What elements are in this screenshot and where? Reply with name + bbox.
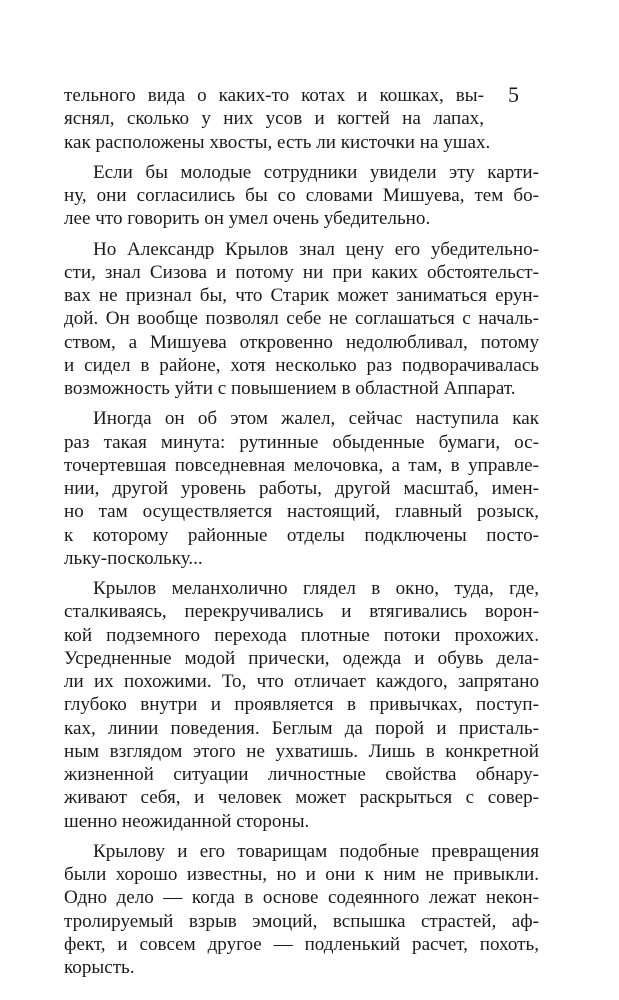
text-line: ках, линии поведения. Беглым да порой и присталь- xyxy=(64,717,539,739)
text-line: ли их похожими. То, что отличает каждого, запрятано xyxy=(64,671,539,692)
paragraph xyxy=(64,840,539,980)
text-line: живают себя, и человек может раскрыться с совер- xyxy=(64,787,539,809)
text-line: ным взглядом этого не ухватишь. Лишь в конкретной xyxy=(64,740,539,762)
text-line: сталкиваясь, перекручивались и втягивались ворон- xyxy=(64,601,539,623)
text-line: Если бы молодые сотрудники увидели эту карти- xyxy=(93,161,539,183)
text-line: Крылову и его товарищам подобные превращения xyxy=(93,840,539,862)
text-line: к которому районные отделы подключены посто- xyxy=(64,524,539,546)
text-line: ну, они согласились бы со словами Мишуева, тем бо- xyxy=(64,185,539,206)
text-line: возможность уйти с повышением в областной Аппарат. xyxy=(64,378,516,399)
text-line: Крылов меланхолично глядел в окно, туда, где, xyxy=(93,578,539,599)
text-line: кой подземного перехода плотные потоки прохожих. xyxy=(64,624,539,646)
page-number: 5 xyxy=(508,82,519,107)
text-line: как расположены хвосты, есть ли кисточки на ушах. xyxy=(64,131,491,153)
paragraph xyxy=(64,84,539,154)
text-line: были хорошо известны, но и они к ним не привыкли. xyxy=(64,864,539,885)
paragraph xyxy=(64,161,539,231)
text-line: но там осуществляется настоящий, главный розыск, xyxy=(64,501,539,523)
text-line: ством, а Мишуева откровенно недолюбливал, потому xyxy=(64,331,539,353)
text-line: Но Александр Крылов знал цену его убедительно- xyxy=(93,238,539,260)
text-line: Усредненные модой прически, одежда и обувь дела- xyxy=(64,647,539,669)
paragraph xyxy=(64,238,539,401)
paragraph xyxy=(64,407,539,570)
text-line: вах не признал бы, что Старик может заниматься ерун- xyxy=(64,285,539,306)
text-line: корысть. xyxy=(64,957,135,978)
text-line: сти, знал Сизова и потому ни при каких обстоятельст- xyxy=(64,261,539,283)
text-line: нии, другой уровень работы, другой масштаб, имен- xyxy=(64,478,539,499)
text-line: Иногда он об этом жалел, сейчас наступила как xyxy=(93,408,539,430)
text-line: дой. Он вообще позволял себе не соглашаться с началь- xyxy=(64,308,539,330)
text-line: жизненной ситуации личностные свойства обнару- xyxy=(64,764,539,785)
text-line: яснял, сколько у них усов и когтей на лапах, xyxy=(64,108,484,130)
text-line: шенно неожиданной стороны. xyxy=(64,810,310,832)
text-line: точертевшая повседневная мелочовка, а там, в управле- xyxy=(64,454,539,476)
text-line: раз такая минута: рутинные обыденные бумаги, ос- xyxy=(64,431,539,453)
text-line: лее что говорить он умел очень убедительно. xyxy=(64,208,431,230)
text-line: и сидел в районе, хотя несколько раз подворачивалась xyxy=(64,354,539,376)
text-line: тельного вида о каких-то котах и кошках, вы- xyxy=(64,85,484,106)
text-line: фект, и совсем другое — подленький расчет, похоть, xyxy=(64,933,539,955)
paragraph xyxy=(64,577,539,833)
text-line: тролируемый взрыв эмоций, вспышка страстей, аф- xyxy=(64,910,539,932)
text-line: Одно дело — когда в основе содеянного лежат некон- xyxy=(64,887,539,909)
body-text xyxy=(64,84,539,979)
text-line: глубоко внутри и проявляется в привычках, поступ- xyxy=(64,694,539,716)
text-line: льку-поскольку... xyxy=(64,547,203,569)
